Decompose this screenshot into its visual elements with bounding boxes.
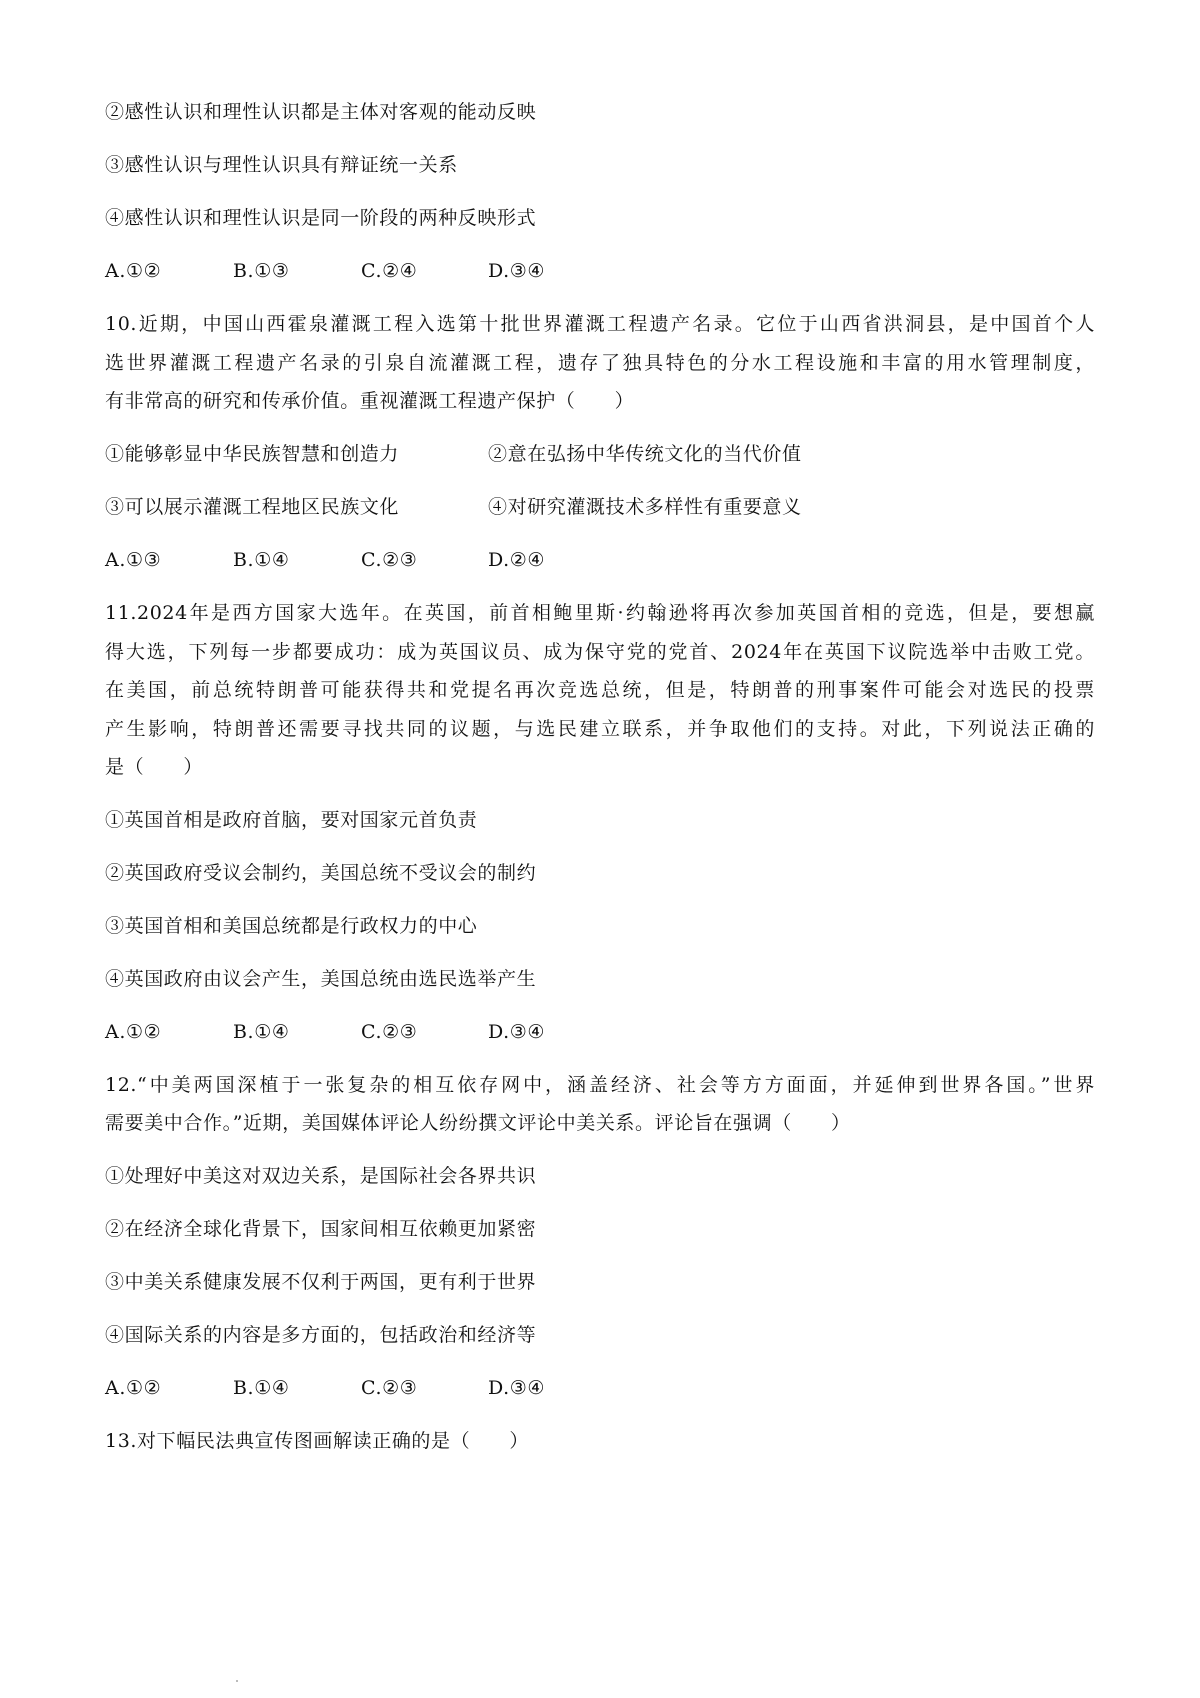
- q10-answer-a: A.①③: [105, 549, 162, 571]
- q12-answer-c: C.②③: [361, 1377, 418, 1399]
- q12-option-2: ②在经济全球化背景下，国家间相互依赖更加紧密: [105, 1218, 537, 1240]
- scan-speck: [236, 1680, 238, 1682]
- q10-option-1: ①能够彰显中华民族智慧和创造力: [105, 443, 400, 465]
- q9-answer-d: D.③④: [488, 260, 546, 282]
- q9-option-4: ④感性认识和理性认识是同一阶段的两种反映形式: [105, 207, 537, 229]
- q12-option-1: ①处理好中美这对双边关系，是国际社会各界共识: [105, 1165, 537, 1187]
- q13-stem: 13.对下幅民法典宣传图画解读正确的是（ ）: [105, 1430, 530, 1452]
- q10-answer-c: C.②③: [361, 549, 418, 571]
- q10-answer-b: B.①④: [233, 549, 290, 571]
- q10-answer-d: D.②④: [488, 549, 546, 571]
- q9-answer-c: C.②④: [361, 260, 418, 282]
- q12-answer-b: B.①④: [233, 1377, 290, 1399]
- exam-page: ②感性认识和理性认识都是主体对客观的能动反映 ③感性认识与理性认识具有辩证统一关系 ④感性认识和理性认识是同一阶段的两种反映形式 A.①② B.①③ C.②④ D.③④ 10.近期，中国山西霍泉灌溉工程入选第十批世界灌溉工程遗产名录。它位于山西省洪洞县，是中国首个人 选世界灌溉工程遗产名录的引泉自流灌溉工程，遗存了独具特色的分水工程设施和丰富的用水管理制度， 有非常高的研究和传承价值。重视灌溉工程遗产保护（ ） ①能够彰显中华民族智慧和创造力 ②意在弘扬中华传统文化的当代价值 ③可以展示灌溉工程地区民族文化 ④对研究灌溉技术多样性有重要意义 A.①③ B.①④ C.②③ D.②④ 11.2024年是西方国家大选年。在英国，前首相鲍里斯·约翰逊将再次参加英国首相的竞选，但是，要想赢 得大选，下列每一步都要成功：成为英国议员、成为保守党的党首、2024年在英国下议院选举中击败工党。 在美国，前总统特朗普可能获得共和党提名再次竞选总统，但是，特朗普的刑事案件可能会对选民的投票 产生影响，特朗普还需要寻找共同的议题，与选民建立联系，并争取他们的支持。对此，下列说法正确的 是（ ） ①英国首相是政府首脑，要对国家元首负责 ②英国政府受议会制约，美国总统不受议会的制约 ③英国首相和美国总统都是行政权力的中心 ④英国政府由议会产生，美国总统由选民选举产生 A.①② B.①④ C.②③ D.③④ 12.“中美两国深植于一张复杂的相互依存网中，涵盖经济、社会等方方面面，并延伸到世界各国。”世界 需要美中合作。”近期，美国媒体评论人纷纷撰文评论中美关系。评论旨在强调（ ） ①处理好中美这对双边关系，是国际社会各界共识 ②在经济全球化背景下，国家间相互依赖更加紧密 ③中美关系健康发展不仅利于两国，更有利于世界 ④国际关系的内容是多方面的，包括政治和经济等 A.①② B.①④ C.②③ D.③④ 13.对下幅民法典宣传图画解读正确的是（ ）: [0, 0, 1200, 1698]
- q11-answer-c: C.②③: [361, 1021, 418, 1043]
- q11-answer-d: D.③④: [488, 1021, 546, 1043]
- q11-option-2: ②英国政府受议会制约，美国总统不受议会的制约: [105, 862, 537, 884]
- q9-answer-a: A.①②: [105, 260, 162, 282]
- q11-option-1: ①英国首相是政府首脑，要对国家元首负责: [105, 809, 478, 831]
- q11-answer-b: B.①④: [233, 1021, 290, 1043]
- q9-answer-b: B.①③: [233, 260, 290, 282]
- q10-option-4: ④对研究灌溉技术多样性有重要意义: [488, 496, 802, 518]
- q11-answer-a: A.①②: [105, 1021, 162, 1043]
- q12-option-3: ③中美关系健康发展不仅利于两国，更有利于世界: [105, 1271, 537, 1293]
- q12-answer-a: A.①②: [105, 1377, 162, 1399]
- q9-option-2: ②感性认识和理性认识都是主体对客观的能动反映: [105, 101, 537, 123]
- q10-option-3: ③可以展示灌溉工程地区民族文化: [105, 496, 400, 518]
- q9-option-3: ③感性认识与理性认识具有辩证统一关系: [105, 154, 458, 176]
- q11-option-4: ④英国政府由议会产生，美国总统由选民选举产生: [105, 968, 537, 990]
- q12-option-4: ④国际关系的内容是多方面的，包括政治和经济等: [105, 1324, 537, 1346]
- q10-option-2: ②意在弘扬中华传统文化的当代价值: [488, 443, 802, 465]
- q11-option-3: ③英国首相和美国总统都是行政权力的中心: [105, 915, 478, 937]
- q12-answer-d: D.③④: [488, 1377, 546, 1399]
